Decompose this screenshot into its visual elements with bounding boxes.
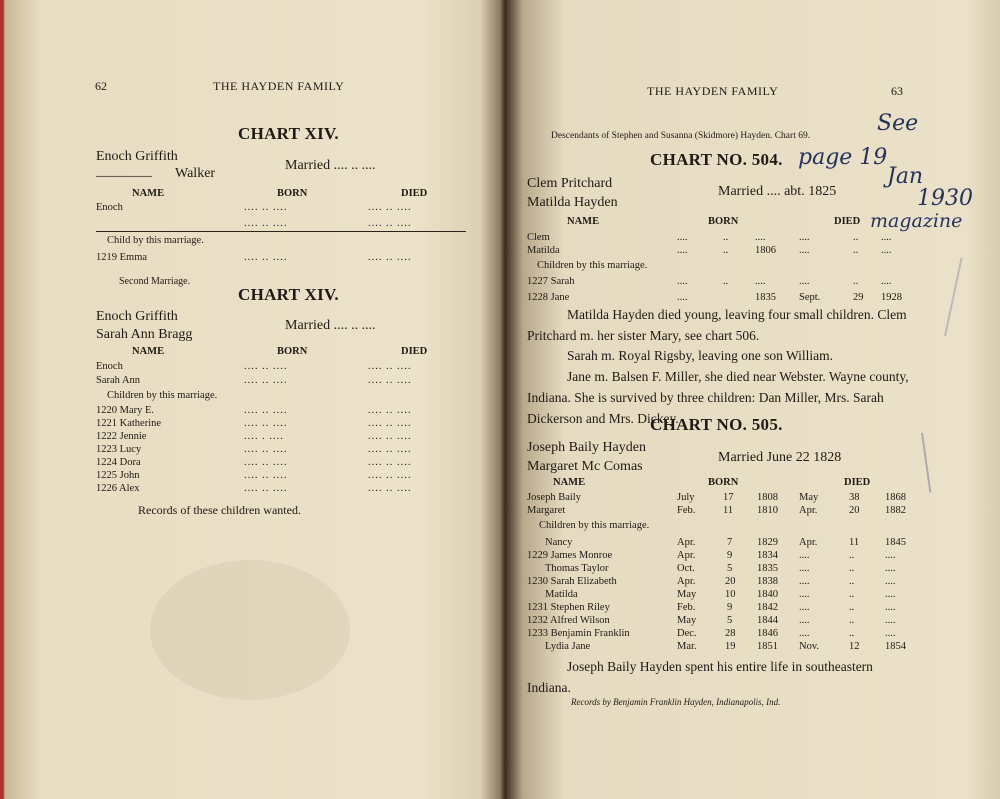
page-number: 63 <box>891 84 903 98</box>
paragraph: Matilda Hayden died young, leaving four small children. Clem Pritchard m. her sister Mary, see chart 506. <box>527 307 907 343</box>
table-row <box>527 505 917 519</box>
died-year: .... <box>885 589 896 600</box>
row-name: 1231 Stephen Riley <box>527 602 610 613</box>
died-year: .... <box>881 232 892 243</box>
died-year: 1868 <box>885 492 906 503</box>
died-month: .... <box>799 576 810 587</box>
chart505-table <box>527 492 917 662</box>
running-header: THE HAYDEN FAMILY <box>647 84 779 98</box>
married-line: Married .... abt. 1825 <box>718 184 837 199</box>
born-month: Apr. <box>677 550 696 561</box>
row-born: .... .. .... <box>244 252 288 263</box>
died-day: .. <box>853 276 859 287</box>
row-died: .... .. .... <box>368 375 412 386</box>
children-label-row <box>539 520 929 534</box>
col-died-header: DIED <box>401 188 428 199</box>
handwritten-note-5: magazine <box>870 210 963 232</box>
born-year: 1838 <box>757 576 778 587</box>
born-day: 11 <box>723 505 734 516</box>
table-row <box>527 589 917 603</box>
born-day: 5 <box>727 563 733 574</box>
table-row <box>96 470 466 484</box>
col-died-header: DIED <box>844 477 871 488</box>
row-name: 1228 Jane <box>527 292 570 303</box>
table-row <box>96 444 466 458</box>
wife-name-blank: ________ <box>96 164 152 179</box>
born-year: .... <box>755 232 766 243</box>
born-year: 1806 <box>755 245 776 256</box>
row-name: 1219 Emma <box>96 252 148 263</box>
born-month: Feb. <box>677 505 696 516</box>
row-born: .... .. .... <box>244 418 288 429</box>
married-line: Married .... .. .... <box>285 318 376 333</box>
row-died: .... .. .... <box>368 418 412 429</box>
born-year: 1851 <box>757 641 778 652</box>
died-day: .. <box>849 576 855 587</box>
born-day: .. <box>723 232 729 243</box>
divider <box>96 231 466 232</box>
row-name: Enoch <box>96 202 123 213</box>
row-name: 1232 Alfred Wilson <box>527 615 610 626</box>
born-day: 7 <box>727 537 733 548</box>
records-wanted-note: Records of these children wanted. <box>138 503 301 517</box>
died-year: .... <box>885 550 896 561</box>
died-year: 1845 <box>885 537 906 548</box>
chart504-table <box>527 232 917 302</box>
born-day: .. <box>723 276 729 287</box>
row-born: .... .. .... <box>244 444 288 455</box>
born-month: .... <box>677 276 688 287</box>
row-name: Matilda <box>527 245 560 256</box>
row-name: 1224 Dora <box>96 457 141 468</box>
parents-table <box>96 361 466 393</box>
born-day: 20 <box>725 576 736 587</box>
died-day: .. <box>849 550 855 561</box>
died-day: 11 <box>849 537 860 548</box>
row-name: Clem <box>527 232 550 243</box>
table-row <box>96 218 466 232</box>
col-born-header: BORN <box>277 188 308 199</box>
born-day: 9 <box>727 602 733 613</box>
died-day: .. <box>849 602 855 613</box>
died-month: Apr. <box>799 505 818 516</box>
died-year: .... <box>881 276 892 287</box>
table-row <box>527 276 917 290</box>
born-month: .... <box>677 292 688 303</box>
row-name: Sarah Ann <box>96 375 141 386</box>
handwritten-note-1: See <box>877 111 919 136</box>
chart-title: CHART XIV. <box>238 285 339 304</box>
wife-name: Margaret Mc Comas <box>527 459 643 474</box>
row-born: .... .. .... <box>244 375 288 386</box>
table-row <box>527 245 917 259</box>
table-row <box>96 252 466 266</box>
born-month: Apr. <box>677 537 696 548</box>
row-died: .... .. .... <box>368 252 412 263</box>
row-born: .... .. .... <box>244 470 288 481</box>
col-name-header: NAME <box>567 216 600 227</box>
born-year: 1840 <box>757 589 778 600</box>
table-row <box>527 537 917 551</box>
born-day: 28 <box>725 628 736 639</box>
died-month: .... <box>799 602 810 613</box>
died-day: .. <box>853 232 859 243</box>
born-year: 1808 <box>757 492 778 503</box>
closing-paragraph: Joseph Baily Hayden spent his entire life in southeastern Indiana. <box>527 659 873 695</box>
table-row <box>527 492 917 506</box>
married-line: Married June 22 1828 <box>718 450 842 465</box>
born-month: Dec. <box>677 628 697 639</box>
children-label: Children by this marriage. <box>537 260 648 271</box>
died-day: .. <box>849 628 855 639</box>
table-row <box>96 361 466 375</box>
born-year: 1846 <box>757 628 778 639</box>
died-month: .... <box>799 563 810 574</box>
col-name-header: NAME <box>132 188 165 199</box>
table-row <box>96 202 466 216</box>
died-month: .... <box>799 615 810 626</box>
margin-mark <box>921 427 971 492</box>
row-name: Lydia Jane <box>545 641 591 652</box>
records-credit: Records by Benjamin Franklin Hayden, Indianapolis, Ind. <box>571 697 781 707</box>
died-month: May <box>799 492 819 503</box>
table-row <box>96 483 466 497</box>
row-name: 1227 Sarah <box>527 276 575 287</box>
row-died: .... .. .... <box>368 218 412 229</box>
died-month: Sept. <box>799 292 821 303</box>
handwritten-note-3: Jan <box>887 164 924 189</box>
row-name: Enoch <box>96 361 123 372</box>
chart-title: CHART NO. 505. <box>650 415 783 434</box>
died-year: .... <box>885 563 896 574</box>
born-month: Feb. <box>677 602 696 613</box>
born-year: 1835 <box>757 563 778 574</box>
born-year: 1829 <box>757 537 778 548</box>
row-name: 1233 Benjamin Franklin <box>527 628 630 639</box>
table-row <box>96 431 466 445</box>
row-died: .... .. .... <box>368 405 412 416</box>
col-born-header: BORN <box>708 477 739 488</box>
paragraph: Sarah m. Royal Rigsby, leaving one son William. <box>567 348 834 363</box>
children-label: Children by this marriage. <box>539 520 650 531</box>
died-month: Apr. <box>799 537 818 548</box>
born-month: Apr. <box>677 576 696 587</box>
born-month: May <box>677 589 697 600</box>
row-name: 1229 James Monroe <box>527 550 613 561</box>
husband-name: Clem Pritchard <box>527 176 613 191</box>
died-year: 1854 <box>885 641 906 652</box>
row-name: 1221 Katherine <box>96 418 162 429</box>
children-label: Child by this marriage. <box>107 235 204 246</box>
descendants-line: Descendants of Stephen and Susanna (Skidmore) Hayden. Chart 69. <box>551 131 811 141</box>
married-line: Married .... .. .... <box>285 158 376 173</box>
died-year: .... <box>885 602 896 613</box>
row-born: .... . .... <box>244 431 284 442</box>
born-year: 1844 <box>757 615 778 626</box>
row-name: 1220 Mary E. <box>96 405 155 416</box>
died-day: 12 <box>849 641 860 652</box>
row-born: .... .. .... <box>244 361 288 372</box>
col-died-header: DIED <box>401 346 428 357</box>
table-row <box>527 550 917 564</box>
row-name: Joseph Baily <box>527 492 581 503</box>
died-day: .. <box>849 563 855 574</box>
born-day: 9 <box>727 550 733 561</box>
table-row <box>527 641 917 655</box>
children-table <box>96 405 466 505</box>
table-row <box>96 418 466 432</box>
chart-title: CHART XIV. <box>238 124 339 143</box>
second-marriage-note: Second Marriage. <box>119 276 191 287</box>
chart-title: CHART NO. 504. <box>650 150 783 169</box>
row-name: Matilda <box>545 589 578 600</box>
table-row <box>96 405 466 419</box>
col-born-header: BORN <box>708 216 739 227</box>
born-month: .... <box>677 245 688 256</box>
paragraph: Jane m. Balsen F. Miller, she died near Webster. Wayne county, Indiana. She is survived by three children: Dan Miller, Mrs. Sarah Dickerson and Mrs. Dickey. <box>527 369 909 426</box>
born-month: Mar. <box>677 641 697 652</box>
row-died: .... .. .... <box>368 470 412 481</box>
table-row <box>96 375 466 389</box>
born-month: .... <box>677 232 688 243</box>
handwritten-note-4: 1930 <box>917 186 973 211</box>
row-name: Margaret <box>527 505 566 516</box>
col-born-header: BORN <box>277 346 308 357</box>
died-day: 29 <box>853 292 864 303</box>
row-name: 1230 Sarah Elizabeth <box>527 576 617 587</box>
right-page <box>505 0 1000 799</box>
born-year: 1834 <box>757 550 778 561</box>
died-year: .... <box>885 615 896 626</box>
row-name: 1226 Alex <box>96 483 140 494</box>
died-day: 20 <box>849 505 860 516</box>
row-died: .... .. .... <box>368 457 412 468</box>
died-year: .... <box>885 628 896 639</box>
born-day: 17 <box>723 492 734 503</box>
husband-name: Enoch Griffith <box>96 149 178 164</box>
row-name: 1225 John <box>96 470 140 481</box>
children-label-row <box>537 260 927 274</box>
table-row <box>527 628 917 642</box>
died-year: 1882 <box>885 505 906 516</box>
wife-name: Sarah Ann Bragg <box>96 327 193 342</box>
handwritten-note-2: page 19 <box>798 145 888 170</box>
born-day: 10 <box>725 589 736 600</box>
born-year: .... <box>755 276 766 287</box>
born-year: 1835 <box>755 292 776 303</box>
row-died: .... .. .... <box>368 361 412 372</box>
died-day: 38 <box>849 492 860 503</box>
row-died: .... .. .... <box>368 431 412 442</box>
died-year: 1928 <box>881 292 902 303</box>
born-year: 1842 <box>757 602 778 613</box>
col-name-header: NAME <box>132 346 165 357</box>
table-row <box>527 576 917 590</box>
table-row <box>527 232 917 246</box>
wife-name: Matilda Hayden <box>527 195 618 210</box>
table-row <box>527 615 917 629</box>
died-month: Nov. <box>799 641 820 652</box>
died-month: .... <box>799 232 810 243</box>
table-row <box>527 563 917 577</box>
row-born: .... .. .... <box>244 202 288 213</box>
born-day: .. <box>723 245 729 256</box>
died-month: .... <box>799 550 810 561</box>
husband-name: Joseph Baily Hayden <box>527 440 646 455</box>
born-month: Oct. <box>677 563 695 574</box>
page-number: 62 <box>95 79 107 93</box>
row-born: .... .. .... <box>244 457 288 468</box>
born-month: May <box>677 615 697 626</box>
husband-name: Enoch Griffith <box>96 309 178 324</box>
row-born: .... .. .... <box>244 483 288 494</box>
died-month: .... <box>799 589 810 600</box>
row-name: 1223 Lucy <box>96 444 142 455</box>
page-stain <box>150 560 350 700</box>
table-row <box>96 457 466 471</box>
died-month: .... <box>799 245 810 256</box>
died-day: .. <box>849 615 855 626</box>
col-name-header: NAME <box>553 477 586 488</box>
col-died-header: DIED <box>834 216 861 227</box>
died-year: .... <box>881 245 892 256</box>
wife-name: Walker <box>175 166 216 181</box>
died-year: .... <box>885 576 896 587</box>
row-died: .... .. .... <box>368 444 412 455</box>
row-died: .... .. .... <box>368 483 412 494</box>
died-day: .. <box>853 245 859 256</box>
born-month: July <box>677 492 695 503</box>
table-row <box>527 602 917 616</box>
row-name: Thomas Taylor <box>545 563 609 574</box>
born-day: 5 <box>727 615 733 626</box>
born-day: 19 <box>725 641 736 652</box>
row-name: 1222 Jennie <box>96 431 147 442</box>
born-year: 1810 <box>757 505 778 516</box>
died-month: .... <box>799 628 810 639</box>
died-day: .. <box>849 589 855 600</box>
children-label: Children by this marriage. <box>107 390 218 401</box>
died-month: .... <box>799 276 810 287</box>
row-name: Nancy <box>545 537 573 548</box>
row-born: .... .. .... <box>244 218 288 229</box>
running-header: THE HAYDEN FAMILY <box>213 79 345 93</box>
row-born: .... .. .... <box>244 405 288 416</box>
row-died: .... .. .... <box>368 202 412 213</box>
margin-mark <box>944 258 992 343</box>
